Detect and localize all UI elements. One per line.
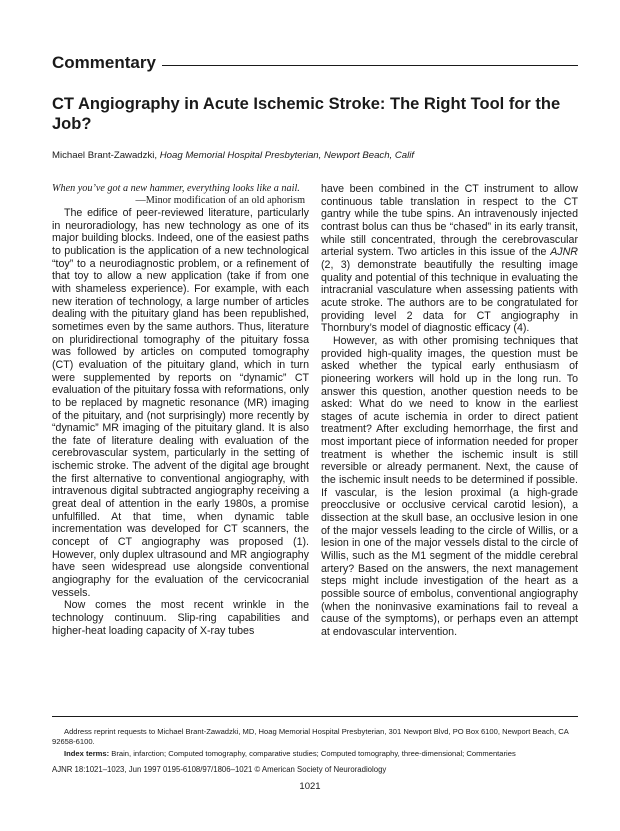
footnote-index-terms xyxy=(52,749,578,759)
body-paragraph: The edifice of peer-reviewed literature, particularly in neuroradiology, has new technology as one of its major building blocks. Indeed, one of the easiest paths to publication is the application of a new technological “toy” to a neurodiagnostic problem, or a refinement of that toy to allow a new application (take if from one with shameless experience). For example, with each new iteration of technology, a large number of articles dealing with the pituitary gland has been republished, sometimes even by the same authors. Thus, literature on pluridirectional tomography of the pituitary fossa was followed by articles on computed tomography (CT) evaluation of the pituitary gland, which in turn were supplemented by reports on “dynamic” CT evaluation of the pituitary fossa with reformations, only to be replaced by magnetic resonance (MR) imaging of the pituitary, and (not surprisingly) more recently by “dynamic” MR imaging of the pituitary gland. It is also the fate of literature dealing with evaluation of the cerebrovascular system, particularly in the setting of ischemic stroke. The advent of the digital age brought the first alternative to conventional angiography, with intravenous digital subtracted angiography receiving a great deal of attention in the early 1980s, a promise unfulfilled. At that time, when dynamic table incrementation was developed for CT scanners, the concept of CT angiography was proposed (1). However, only duplex ultrasound and MR angiography have seen widespread use alongside conventional angiography for the evaluation of the cervicocranial vessels. xyxy=(52,207,309,599)
left-column xyxy=(52,183,309,637)
section-label: Commentary xyxy=(52,53,156,72)
byline xyxy=(52,150,578,161)
body-paragraph xyxy=(321,183,578,335)
footnote-address: Address reprint requests to Michael Brant-Zawadzki, MD, Hoag Memorial Hospital Presbyterian, 301 Newport Blvd, PO Box 6100, Newport Beach, CA 92658-6100. xyxy=(52,727,569,746)
author-affiliation: Hoag Memorial Hospital Presbyterian, Newport Beach, Calif xyxy=(159,150,415,161)
index-terms-text: Brain, infarction; Computed tomography, comparative studies; Computed tomography, three-dimensional; Commentaries xyxy=(109,749,516,758)
journal-name: AJNR xyxy=(550,246,578,259)
body-paragraph: Now comes the most recent wrinkle in the technology continuum. Slip-ring capabilities and higher-heat loading capacity of X-ray tubes xyxy=(52,599,309,637)
epigraph-quote: When you’ve got a new hammer, everything looks like a nail. xyxy=(52,183,300,194)
header-rule xyxy=(162,65,578,66)
journal-citation: AJNR 18:1021–1023, Jun 1997 0195-6108/97/1806–1021 © American Society of Neuroradiology xyxy=(52,765,387,774)
author-name: Michael Brant-Zawadzki, xyxy=(52,150,158,161)
paragraph-text: (2, 3) demonstrate beautifully the resulting image quality and potential of this technique in evaluating the intracranial vasculature when assessing patients with acute stroke. The authors are to be congratulated for providing level 2 data for CT angiography in Thornbury’s model of diagnostic efficacy (4). xyxy=(321,258,578,335)
article-title: CT Angiography in Acute Ischemic Stroke: The Right Tool for the Job? xyxy=(52,95,561,133)
page-number: 1021 xyxy=(299,781,321,792)
paragraph-text: have been combined in the CT instrument to allow continuous table translation in respect to the CT gantry while the tube spins. An intravenously injected contrast bolus can thus be “chased” in its early transit, while still concentrated, through the cerebrovascular arterial system. Two articles in this issue of the xyxy=(321,183,578,259)
footnote-rule xyxy=(52,716,578,717)
epigraph-attribution: —Minor modification of an old aphorism xyxy=(135,195,305,206)
section-header xyxy=(52,53,578,73)
index-terms-label: Index terms: xyxy=(64,749,110,758)
right-column xyxy=(321,183,578,639)
body-paragraph: However, as with other promising techniques that provided high-quality images, the question must be asked whether the typical early enthusiasm of pioneering workers will hold up in the long run. To answer this question, another question needs to be asked: What do we need to know in the earliest stages of acute ischemia in order to direct patient treatment? After excluding hemorrhage, the first and most important piece of information needed for proper treatment is whether the ischemic insult is still reversible or already permanent. Next, the cause of the ischemic insult needs to be determined if possible. If vascular, is the lesion proximal (a high-grade preocclusive or occlusive cervical carotid lesion), a dissection at the skull base, an occlusive lesion in one of the major vessels leading to the circle of Willis, or a lesion in one of the major vessels distal to the circle of Willis, such as the M1 segment of the middle cerebral artery? Based on the answers, the next management steps might include investigation of the heart as a possible source of embolus, conventional angiography (when the noninvasive examinations fail to reveal a cause of the symptoms), or perhaps even an attempt at endovascular intervention. xyxy=(321,334,578,638)
